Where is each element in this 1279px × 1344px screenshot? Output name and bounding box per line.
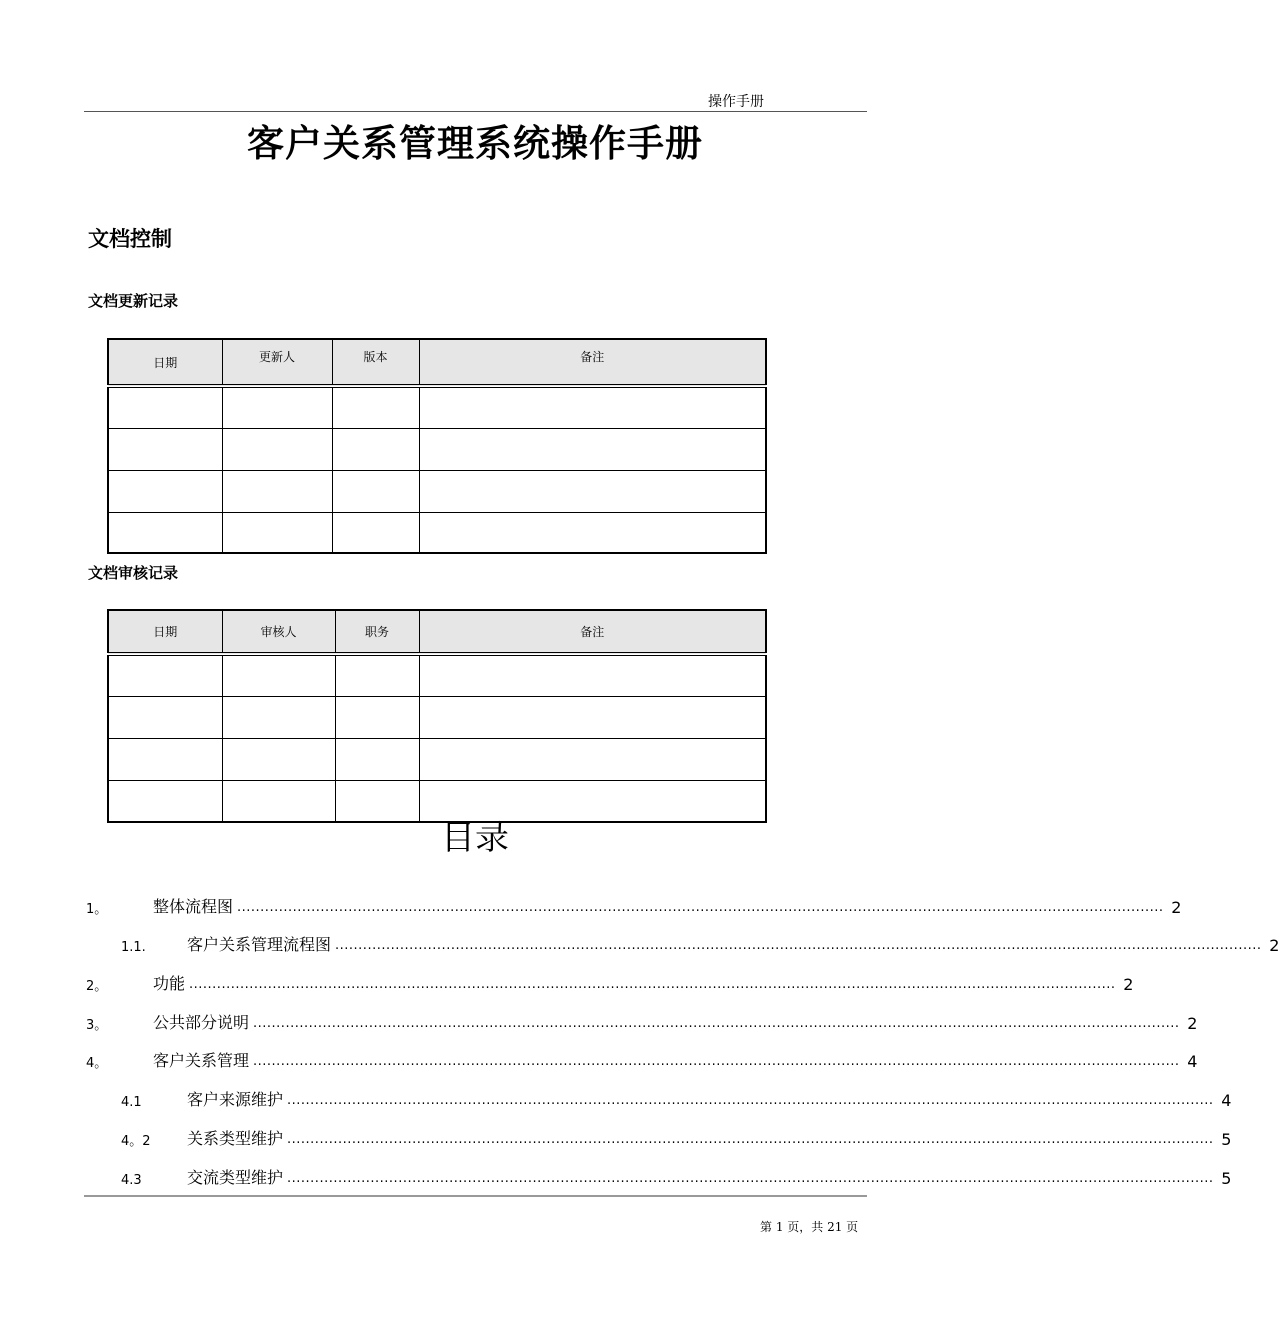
toc-entry[interactable] — [86, 1086, 1232, 1110]
toc-leader-dots: ........................................................................................................................................................................................................ — [237, 900, 1164, 915]
toc-leader-dots: ........................................................................................................................................................................................................ — [253, 1016, 1180, 1031]
table-cell — [335, 738, 419, 780]
table-cell — [222, 386, 332, 428]
column-header: 备注 — [419, 610, 766, 654]
table-cell — [222, 512, 332, 553]
toc-page-number: 4 — [1187, 1052, 1198, 1071]
toc-entry[interactable] — [86, 1047, 1198, 1071]
column-header: 日期 — [108, 339, 222, 386]
toc-page-number: 2 — [1269, 936, 1279, 955]
review-record-table — [107, 609, 767, 823]
column-header: 更新人 — [222, 339, 332, 386]
column-header: 职务 — [335, 610, 419, 654]
toc-label: 整体流程图 — [153, 897, 234, 916]
toc-page-number: 2 — [1123, 975, 1134, 994]
table-cell — [222, 654, 335, 696]
table-cell — [222, 696, 335, 738]
column-header: 版本 — [332, 339, 419, 386]
table-cell — [419, 386, 766, 428]
table-cell — [419, 738, 766, 780]
table-cell — [419, 470, 766, 512]
toc-entry[interactable] — [86, 1164, 1232, 1188]
page-footer: 第 1 页，共 21 页 — [760, 1220, 859, 1234]
toc-label: 客户关系管理 — [153, 1051, 250, 1070]
table-cell — [419, 654, 766, 696]
toc-number: 4.3 — [121, 1173, 142, 1188]
table-cell — [332, 386, 419, 428]
table-cell — [108, 738, 222, 780]
table-cell — [108, 696, 222, 738]
toc-number: 1.1. — [121, 940, 146, 955]
toc-label: 公共部分说明 — [153, 1013, 250, 1032]
toc-label: 交流类型维护 — [187, 1168, 284, 1187]
table-cell — [335, 696, 419, 738]
table-cell — [222, 470, 332, 512]
toc-page-number: 5 — [1221, 1169, 1232, 1188]
toc-number: 3。 — [86, 1018, 108, 1033]
toc-page-number: 5 — [1221, 1130, 1232, 1149]
document-title: 客户关系管理系统操作手册 — [247, 122, 703, 165]
column-header: 审核人 — [222, 610, 335, 654]
table-cell — [108, 470, 222, 512]
toc-entry[interactable] — [86, 1125, 1232, 1149]
toc-page-number: 2 — [1171, 898, 1182, 917]
toc-leader-dots: ........................................................................................................................................................................................................ — [287, 1171, 1214, 1186]
update-record-table — [107, 338, 767, 554]
review-record-heading: 文档审核记录 — [88, 564, 179, 582]
table-cell — [108, 654, 222, 696]
toc-label: 关系类型维护 — [187, 1129, 284, 1148]
toc-label: 客户来源维护 — [187, 1090, 284, 1109]
toc-number: 1。 — [86, 902, 108, 917]
toc-leader-dots: ........................................................................................................................................................................................................ — [189, 977, 1116, 992]
section-heading: 文档控制 — [88, 226, 172, 251]
toc-leader-dots: ........................................................................................................................................................................................................ — [287, 1093, 1214, 1108]
toc-number: 4。 — [86, 1056, 108, 1071]
toc-title: 目录 — [441, 818, 509, 858]
toc-number: 4。2 — [121, 1134, 151, 1149]
toc-entry[interactable] — [86, 931, 1279, 955]
toc-label: 功能 — [153, 974, 186, 993]
table-cell — [332, 428, 419, 470]
toc-leader-dots: ........................................................................................................................................................................................................ — [287, 1132, 1214, 1147]
toc-label: 客户关系管理流程图 — [187, 935, 332, 954]
table-cell — [222, 428, 332, 470]
table-cell — [419, 696, 766, 738]
column-header: 备注 — [419, 339, 766, 386]
column-header: 日期 — [108, 610, 222, 654]
table-cell — [222, 738, 335, 780]
toc-leader-dots: ........................................................................................................................................................................................................ — [335, 938, 1262, 953]
table-cell — [419, 512, 766, 553]
footer-divider — [84, 1195, 867, 1197]
toc-entry[interactable] — [86, 1009, 1198, 1033]
toc-number: 4.1 — [121, 1095, 142, 1110]
header-divider — [84, 111, 867, 112]
table-cell — [332, 512, 419, 553]
update-record-heading: 文档更新记录 — [88, 292, 179, 310]
toc-entry[interactable] — [86, 970, 1134, 994]
table-cell — [332, 470, 419, 512]
table-cell — [419, 428, 766, 470]
table-cell — [108, 386, 222, 428]
toc-leader-dots: ........................................................................................................................................................................................................ — [253, 1054, 1180, 1069]
table-cell — [335, 654, 419, 696]
toc-page-number: 4 — [1221, 1091, 1232, 1110]
toc-number: 2。 — [86, 979, 108, 994]
running-header: 操作手册 — [708, 94, 764, 110]
table-cell — [108, 512, 222, 553]
toc-entry[interactable] — [86, 893, 1182, 917]
toc-page-number: 2 — [1187, 1014, 1198, 1033]
table-cell — [108, 428, 222, 470]
